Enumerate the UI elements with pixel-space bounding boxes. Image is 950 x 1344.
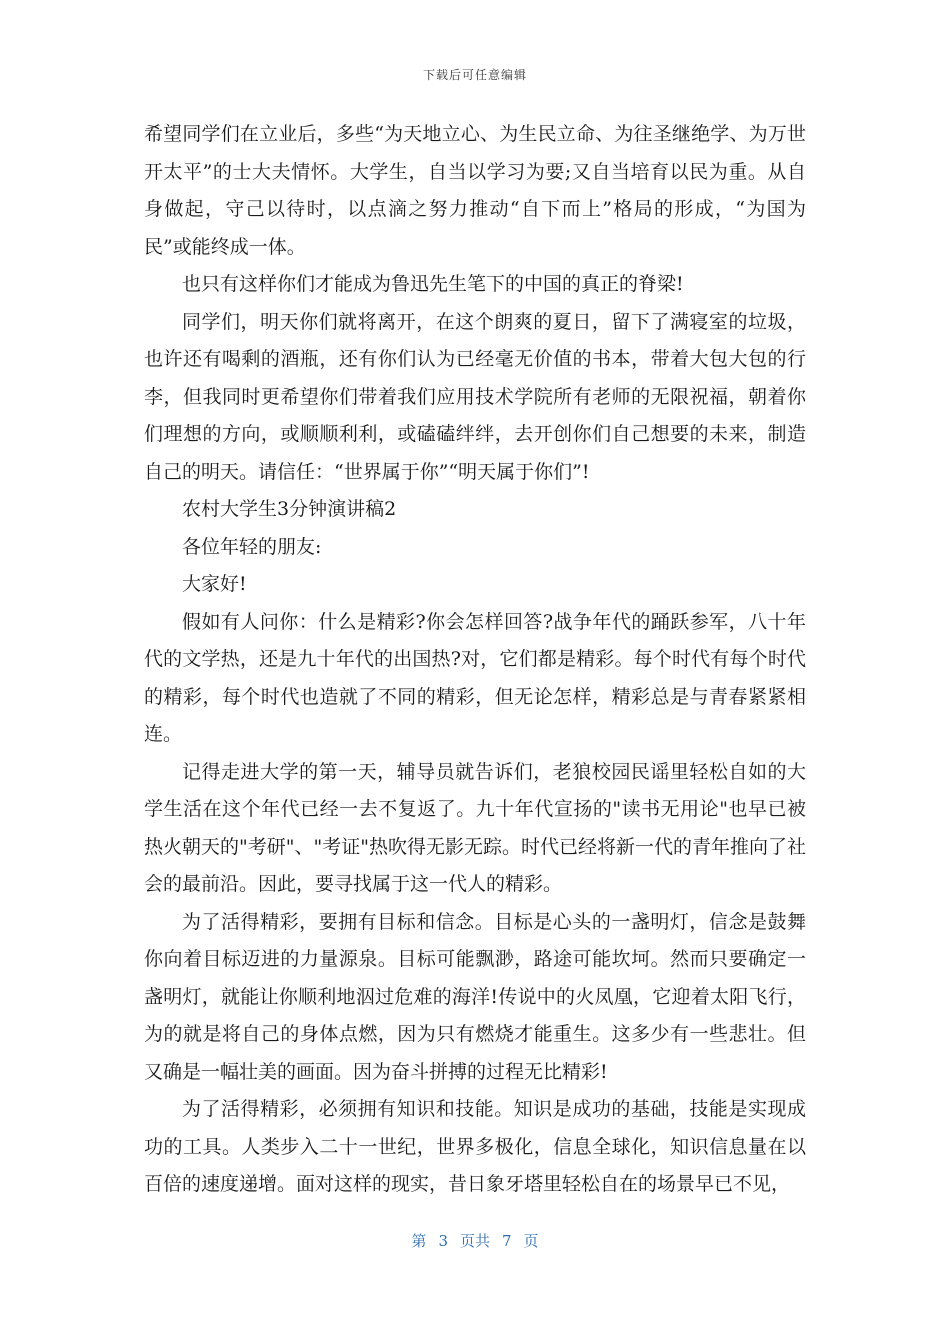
paragraph-3: 同学们，明天你们就将离开，在这个朗爽的夏日，留下了满寝室的垃圾，也许还有喝剩的酒瓶，还有你们认为已经毫无价值的书本，带着大包大包的行李，但我同时更希望你们带着我们应用技术学院所有老师的无限祝福，朝着你们理想的方向，或顺顺利利，或磕磕绊绊，去开创你们自己想要的未来，制造自己的明天。请信任：“世界属于你”“明天属于你们”! bbox=[144, 310, 806, 483]
paragraph-9: 为了活得精彩，要拥有目标和信念。目标是心头的一盏明灯，信念是鼓舞你向着目标迈进的力量源泉。目标可能飘渺，路途可能坎坷。然而只要确定一盏明灯，就能让你顺利地泅过危难的海洋!传说中的火凤凰，它迎着太阳飞行，为的就是将自己的身体点燃，因为只有燃烧才能重生。这多少有一些悲壮。但又确是一幅壮美的画面。因为奋斗拼搏的过程无比精彩! bbox=[144, 910, 806, 1083]
page-label-pre: 第 bbox=[411, 1232, 427, 1250]
paragraph-8: 记得走进大学的第一天，辅导员就告诉们，老狼校园民谣里轻松自如的大学生活在这个年代已经一去不复返了。九十年代宣扬的"读书无用论"也早已被热火朝天的"考研"、"考证"热吹得无影无踪。时代已经将新一代的青年推向了社会的最前沿。因此，要寻找属于这一代人的精彩。 bbox=[144, 760, 806, 895]
page-footer bbox=[0, 1230, 950, 1251]
paragraph-10: 为了活得精彩，必须拥有知识和技能。知识是成功的基础，技能是实现成功的工具。人类步入二十一世纪，世界多极化，信息全球化，知识信息量在以百倍的速度递增。面对这样的现实，昔日象牙塔里轻松自在的场景早已不见， bbox=[144, 1098, 806, 1195]
document-body bbox=[144, 116, 806, 1204]
paragraph-1: 希望同学们在立业后，多些“为天地立心、为生民立命、为往圣继绝学、为万世开太平”的士大夫情怀。大学生，自当以学习为要;又自当培育以民为重。从自身做起，守己以待时，以点滴之努力推动“自下而上”格局的形成，“为国为民”或能终成一体。 bbox=[144, 123, 806, 258]
page-current: 3 bbox=[438, 1232, 448, 1250]
section-title: 农村大学生3分钟演讲稿2 bbox=[182, 498, 397, 520]
salutation: 各位年轻的朋友: bbox=[182, 535, 322, 558]
page-label-post: 页 bbox=[523, 1232, 539, 1250]
page-header: 下载后可任意编辑 bbox=[422, 68, 527, 82]
paragraph-7: 假如有人问你：什么是精彩?你会怎样回答?战争年代的踊跃参军，八十年代的文学热，还是九十年代的出国热?对，它们都是精彩。每个时代有每个时代的精彩，每个时代也造就了不同的精彩，但无论怎样，精彩总是与青春紧紧相连。 bbox=[144, 610, 806, 745]
page-label-mid: 页共 bbox=[459, 1232, 490, 1250]
page-total: 7 bbox=[502, 1232, 512, 1250]
greeting: 大家好! bbox=[182, 573, 247, 595]
paragraph-2: 也只有这样你们才能成为鲁迅先生笔下的中国的真正的脊梁! bbox=[182, 273, 684, 295]
